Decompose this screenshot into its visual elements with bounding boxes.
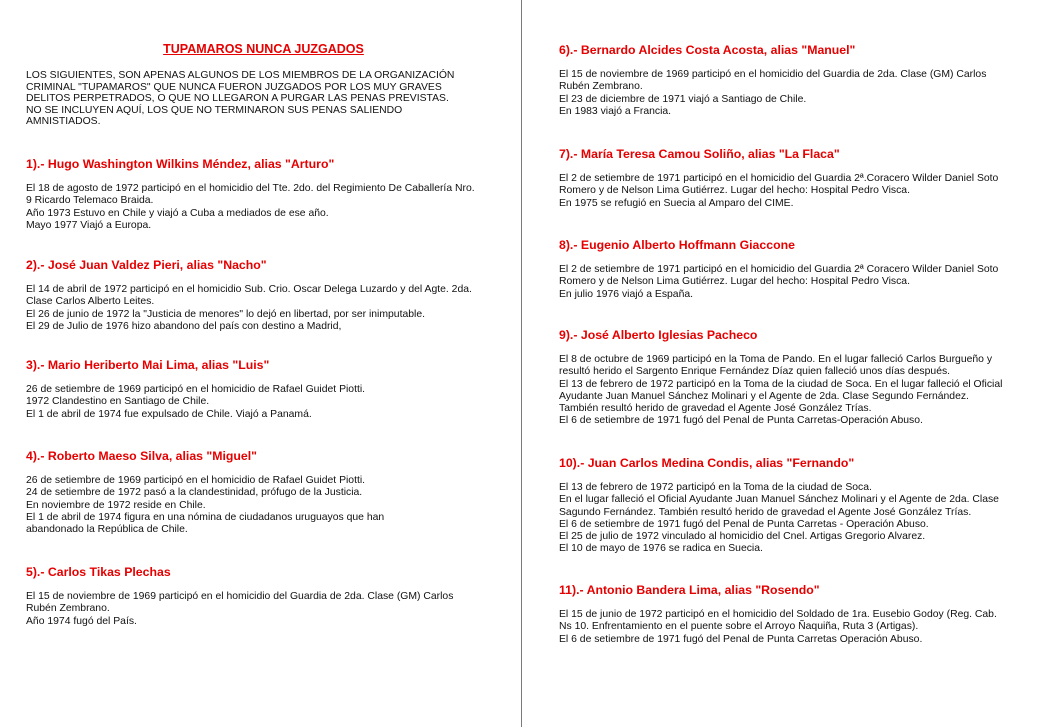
- entry-heading: 11).- Antonio Bandera Lima, alias "Rosendo": [559, 583, 820, 597]
- entry-line: El 15 de noviembre de 1969 participó en el homicidio del Guardia de 2da. Clase (GM) Carlos: [26, 591, 454, 602]
- entry-body: [26, 384, 365, 421]
- entry-body: [559, 264, 998, 301]
- entry-line: 24 de setiembre de 1972 pasó a la clandestinidad, prófugo de la Justicia.: [26, 487, 363, 499]
- entry-heading: 5).- Carlos Tikas Plechas: [26, 565, 171, 579]
- entry-9: [559, 328, 1002, 428]
- entry-heading: 3).- Mario Heriberto Mai Lima, alias "Luis": [26, 358, 270, 372]
- entry-line: En 1975 se refugió en Suecia al Amparo del CIME.: [559, 197, 794, 209]
- entry-line: El 15 de noviembre de 1969 participó en el homicidio del Guardia de 2da. Clase (GM) Carlos: [559, 69, 987, 80]
- entry-body: [26, 284, 472, 333]
- entry-line: Romero y de Nelson Lima Gutiérrez. Lugar del hecho: Hospital Pedro Visca.: [559, 185, 910, 197]
- entry-line: Año 1974 fugó del País.: [26, 615, 137, 627]
- entry-line: Mayo 1977 Viajó a Europa.: [26, 219, 152, 231]
- document-title: TUPAMAROS NUNCA JUZGADOS: [163, 42, 364, 56]
- entry-heading: 7).- María Teresa Camou Soliño, alias "La Flaca": [559, 147, 840, 161]
- entry-5: [26, 565, 453, 628]
- entry-line: resultó herido el Sargento Enrique Fernández Díaz quien falleció unos días después.: [559, 366, 951, 378]
- entry-6: [559, 43, 986, 118]
- entry-2: [26, 258, 472, 333]
- entry-line: abandonado la República de Chile.: [26, 524, 188, 536]
- entry-line: Ns 10. Enfrentamiento en el puente sobre el Arroyo Ñaquiña, Ruta 3 (Artigas).: [559, 621, 919, 633]
- entry-line: En noviembre de 1972 reside en Chile.: [26, 499, 206, 511]
- entry-line: El 18 de agosto de 1972 participó en el homicidio del Tte. 2do. del Regimiento De Caballería Nro.: [26, 183, 475, 194]
- entry-body: [559, 354, 1002, 428]
- entry-line: En 1983 viajó a Francia.: [559, 105, 672, 117]
- intro-line: NO SE INCLUYEN AQUÍ, LOS QUE NO TERMINARON SUS PENAS SALIENDO: [26, 104, 403, 116]
- intro-line: LOS SIGUIENTES, SON APENAS ALGUNOS DE LOS MIEMBROS DE LA ORGANIZACIÓN: [26, 70, 455, 81]
- entry-line: El 29 de Julio de 1976 hizo abandono del país con destino a Madrid,: [26, 320, 342, 332]
- entry-heading: 4).- Roberto Maeso Silva, alias "Miguel": [26, 449, 258, 463]
- entry-line: El 14 de abril de 1972 participó en el homicidio Sub. Crio. Oscar Delega Luzardo y del Agte. 2da.: [26, 284, 472, 295]
- entry-line: En julio 1976 viajó a España.: [559, 288, 694, 300]
- intro-line: CRIMINAL "TUPAMAROS" QUE NUNCA FUERON JUZGADOS POR LOS MUY GRAVES: [26, 81, 442, 93]
- entry-heading: 10).- Juan Carlos Medina Condis, alias "Fernando": [559, 456, 855, 470]
- entry-line: Romero y de Nelson Lima Gutiérrez. Lugar del hecho: Hospital Pedro Visca.: [559, 276, 910, 288]
- entry-line: Año 1973 Estuvo en Chile y viajó a Cuba a mediados de ese año.: [26, 207, 329, 219]
- entry-4: [26, 449, 384, 536]
- entry-line: El 13 de febrero de 1972 participó en la Toma de la ciudad de Soca. En el lugar falleció el Oficial: [559, 378, 1003, 390]
- entry-line: El 8 de octubre de 1969 participó en la Toma de Pando. En el lugar falleció Carlos Burgueño y: [559, 354, 993, 365]
- entry-body: [26, 591, 453, 628]
- entry-line: El 15 de junio de 1972 participó en el homicidio del Soldado de 1ra. Eusebio Godoy (Reg. Cab.: [559, 609, 997, 620]
- entry-10: [559, 456, 999, 556]
- entry-line: El 1 de abril de 1974 figura en una nómina de ciudadanos uruguayos que han: [26, 511, 385, 523]
- entry-line: El 26 de junio de 1972 la "Justicia de menores" lo dejó en libertad, por ser inimputable.: [26, 308, 425, 320]
- entry-line: El 6 de setiembre de 1971 fugó del Penal de Punta Carretas Operación Abuso.: [559, 633, 923, 645]
- entry-body: [559, 173, 998, 210]
- entry-line: 26 de setiembre de 1969 participó en el homicidio de Rafael Guidet Piotti.: [26, 475, 366, 486]
- entry-line: El 6 de setiembre de 1971 fugó del Penal de Punta Carretas-Operación Abuso.: [559, 415, 923, 427]
- entry-line: Ayudante Juan Manuel Sánchez Molinari y el Agente de 2da. Clase Segundo Fernández.: [559, 390, 969, 402]
- page-divider: [521, 0, 522, 727]
- entry-line: 26 de setiembre de 1969 participó en el homicidio de Rafael Guidet Piotti.: [26, 384, 366, 395]
- entry-line: El 1 de abril de 1974 fue expulsado de Chile. Viajó a Panamá.: [26, 408, 312, 420]
- entry-line: Rubén Zembrano.: [26, 603, 110, 615]
- entry-line: 9 Ricardo Telemaco Braida.: [26, 195, 154, 207]
- entry-line: El 2 de setiembre de 1971 participó en el homicidio del Guardia 2ª.Coracero Wilder Daniel Soto: [559, 173, 999, 184]
- entry-line: En el lugar falleció el Oficial Ayudante Juan Manuel Sánchez Molinari y el Agente de 2da. Clase: [559, 494, 999, 506]
- intro-paragraph: [26, 70, 496, 128]
- entry-line: Rubén Zembrano.: [559, 81, 643, 93]
- entry-line: 1972 Clandestino en Santiago de Chile.: [26, 396, 210, 408]
- entry-7: [559, 147, 998, 210]
- entry-line: El 13 de febrero de 1972 participó en la Toma de la ciudad de Soca.: [559, 482, 872, 493]
- entry-heading: 2).- José Juan Valdez Pieri, alias "Nacho": [26, 258, 267, 272]
- entry-body: [26, 475, 384, 536]
- entry-line: El 23 de diciembre de 1971 viajó a Santiago de Chile.: [559, 93, 807, 105]
- intro-line: DELITOS PERPETRADOS, O QUE NO LLEGARON A PURGAR LAS PENAS PREVISTAS.: [26, 93, 449, 105]
- entry-line: Sagundo Fernández. También resultó herido de gravedad el Agente José González Trías.: [559, 506, 972, 518]
- entry-body: [26, 183, 475, 232]
- entry-line: También resultó herido de gravedad el Agente José González Trías.: [559, 403, 872, 415]
- entry-body: [559, 69, 986, 118]
- entry-line: El 2 de setiembre de 1971 participó en el homicidio del Guardia 2ª Coracero Wilder Daniel Soto: [559, 264, 999, 275]
- entry-8: [559, 238, 998, 301]
- entry-heading: 8).- Eugenio Alberto Hoffmann Giaccone: [559, 238, 795, 252]
- entry-heading: 1).- Hugo Washington Wilkins Méndez, alias "Arturo": [26, 157, 335, 171]
- entry-line: El 25 de julio de 1972 vinculado al homicidio del Cnel. Artigas Gregorio Alvarez.: [559, 531, 926, 543]
- entry-line: El 6 de setiembre de 1971 fugó del Penal de Punta Carretas - Operación Abuso.: [559, 518, 929, 530]
- entry-heading: 6).- Bernardo Alcides Costa Acosta, alias "Manuel": [559, 43, 856, 57]
- entry-1: [26, 157, 475, 232]
- entry-11: [559, 583, 997, 646]
- intro-line: AMNISTIADOS.: [26, 116, 101, 128]
- entry-heading: 9).- José Alberto Iglesias Pacheco: [559, 328, 758, 342]
- entry-3: [26, 358, 365, 421]
- entry-body: [559, 482, 999, 556]
- entry-line: Clase Carlos Alberto Leites.: [26, 296, 155, 308]
- entry-body: [559, 609, 997, 646]
- entry-line: El 10 de mayo de 1976 se radica en Suecia.: [559, 543, 763, 555]
